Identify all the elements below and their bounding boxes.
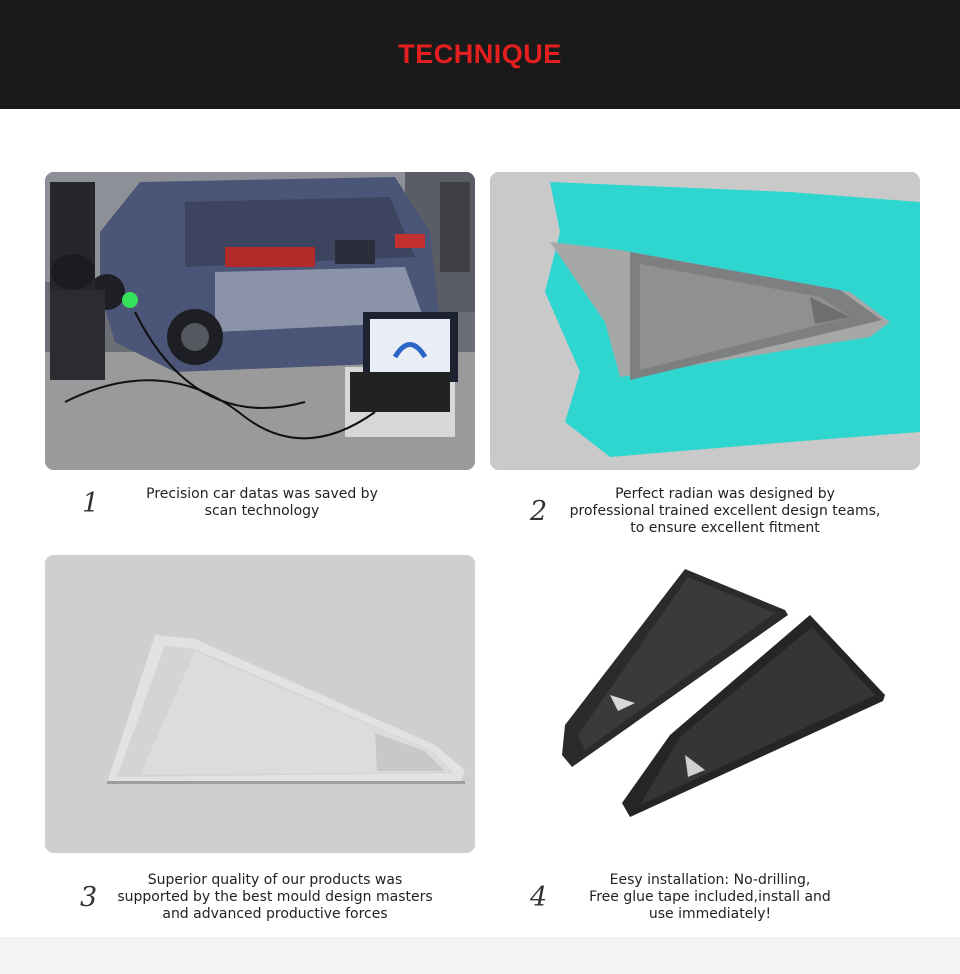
step-description-line: and advanced productive forces: [162, 906, 388, 922]
step-description: [110, 872, 440, 923]
step-description-line: Superior quality of our products was: [147, 872, 403, 888]
section-header: [0, 0, 960, 109]
step-description: [112, 486, 412, 520]
step-description-line: to ensure excellent fitment: [630, 520, 820, 536]
step-caption-4: [530, 872, 860, 923]
step-description-line: scan technology: [204, 503, 320, 519]
car-scan-photo: [45, 172, 475, 470]
step-number: 2: [530, 496, 548, 527]
carbon-parts-image: [490, 555, 920, 853]
step-caption-1: [82, 486, 412, 520]
step-caption-2: [530, 486, 890, 537]
section-title: TECHNIQUE: [398, 39, 562, 69]
step-description-line: Precision car datas was saved by: [146, 486, 378, 502]
step-description-line: professional trained excellent design teams,: [569, 503, 881, 519]
step-number: 3: [80, 882, 98, 913]
mould-render-image: [45, 555, 475, 853]
step-number: 1: [82, 487, 100, 519]
step-description-line: use immediately!: [648, 906, 772, 922]
footer-strip: [0, 937, 960, 974]
step-description-line: Eesy installation: No-drilling,: [609, 872, 811, 888]
step-description-line: Free glue tape included,install and: [589, 889, 831, 905]
step-description-line: supported by the best mould design masters: [117, 889, 433, 905]
step-description: [560, 872, 860, 923]
step-description: [560, 486, 890, 537]
step-caption-3: [80, 872, 440, 923]
step-number: 4: [530, 882, 548, 913]
step-description-line: Perfect radian was designed by: [615, 486, 835, 502]
scan-model-image: [490, 172, 920, 470]
